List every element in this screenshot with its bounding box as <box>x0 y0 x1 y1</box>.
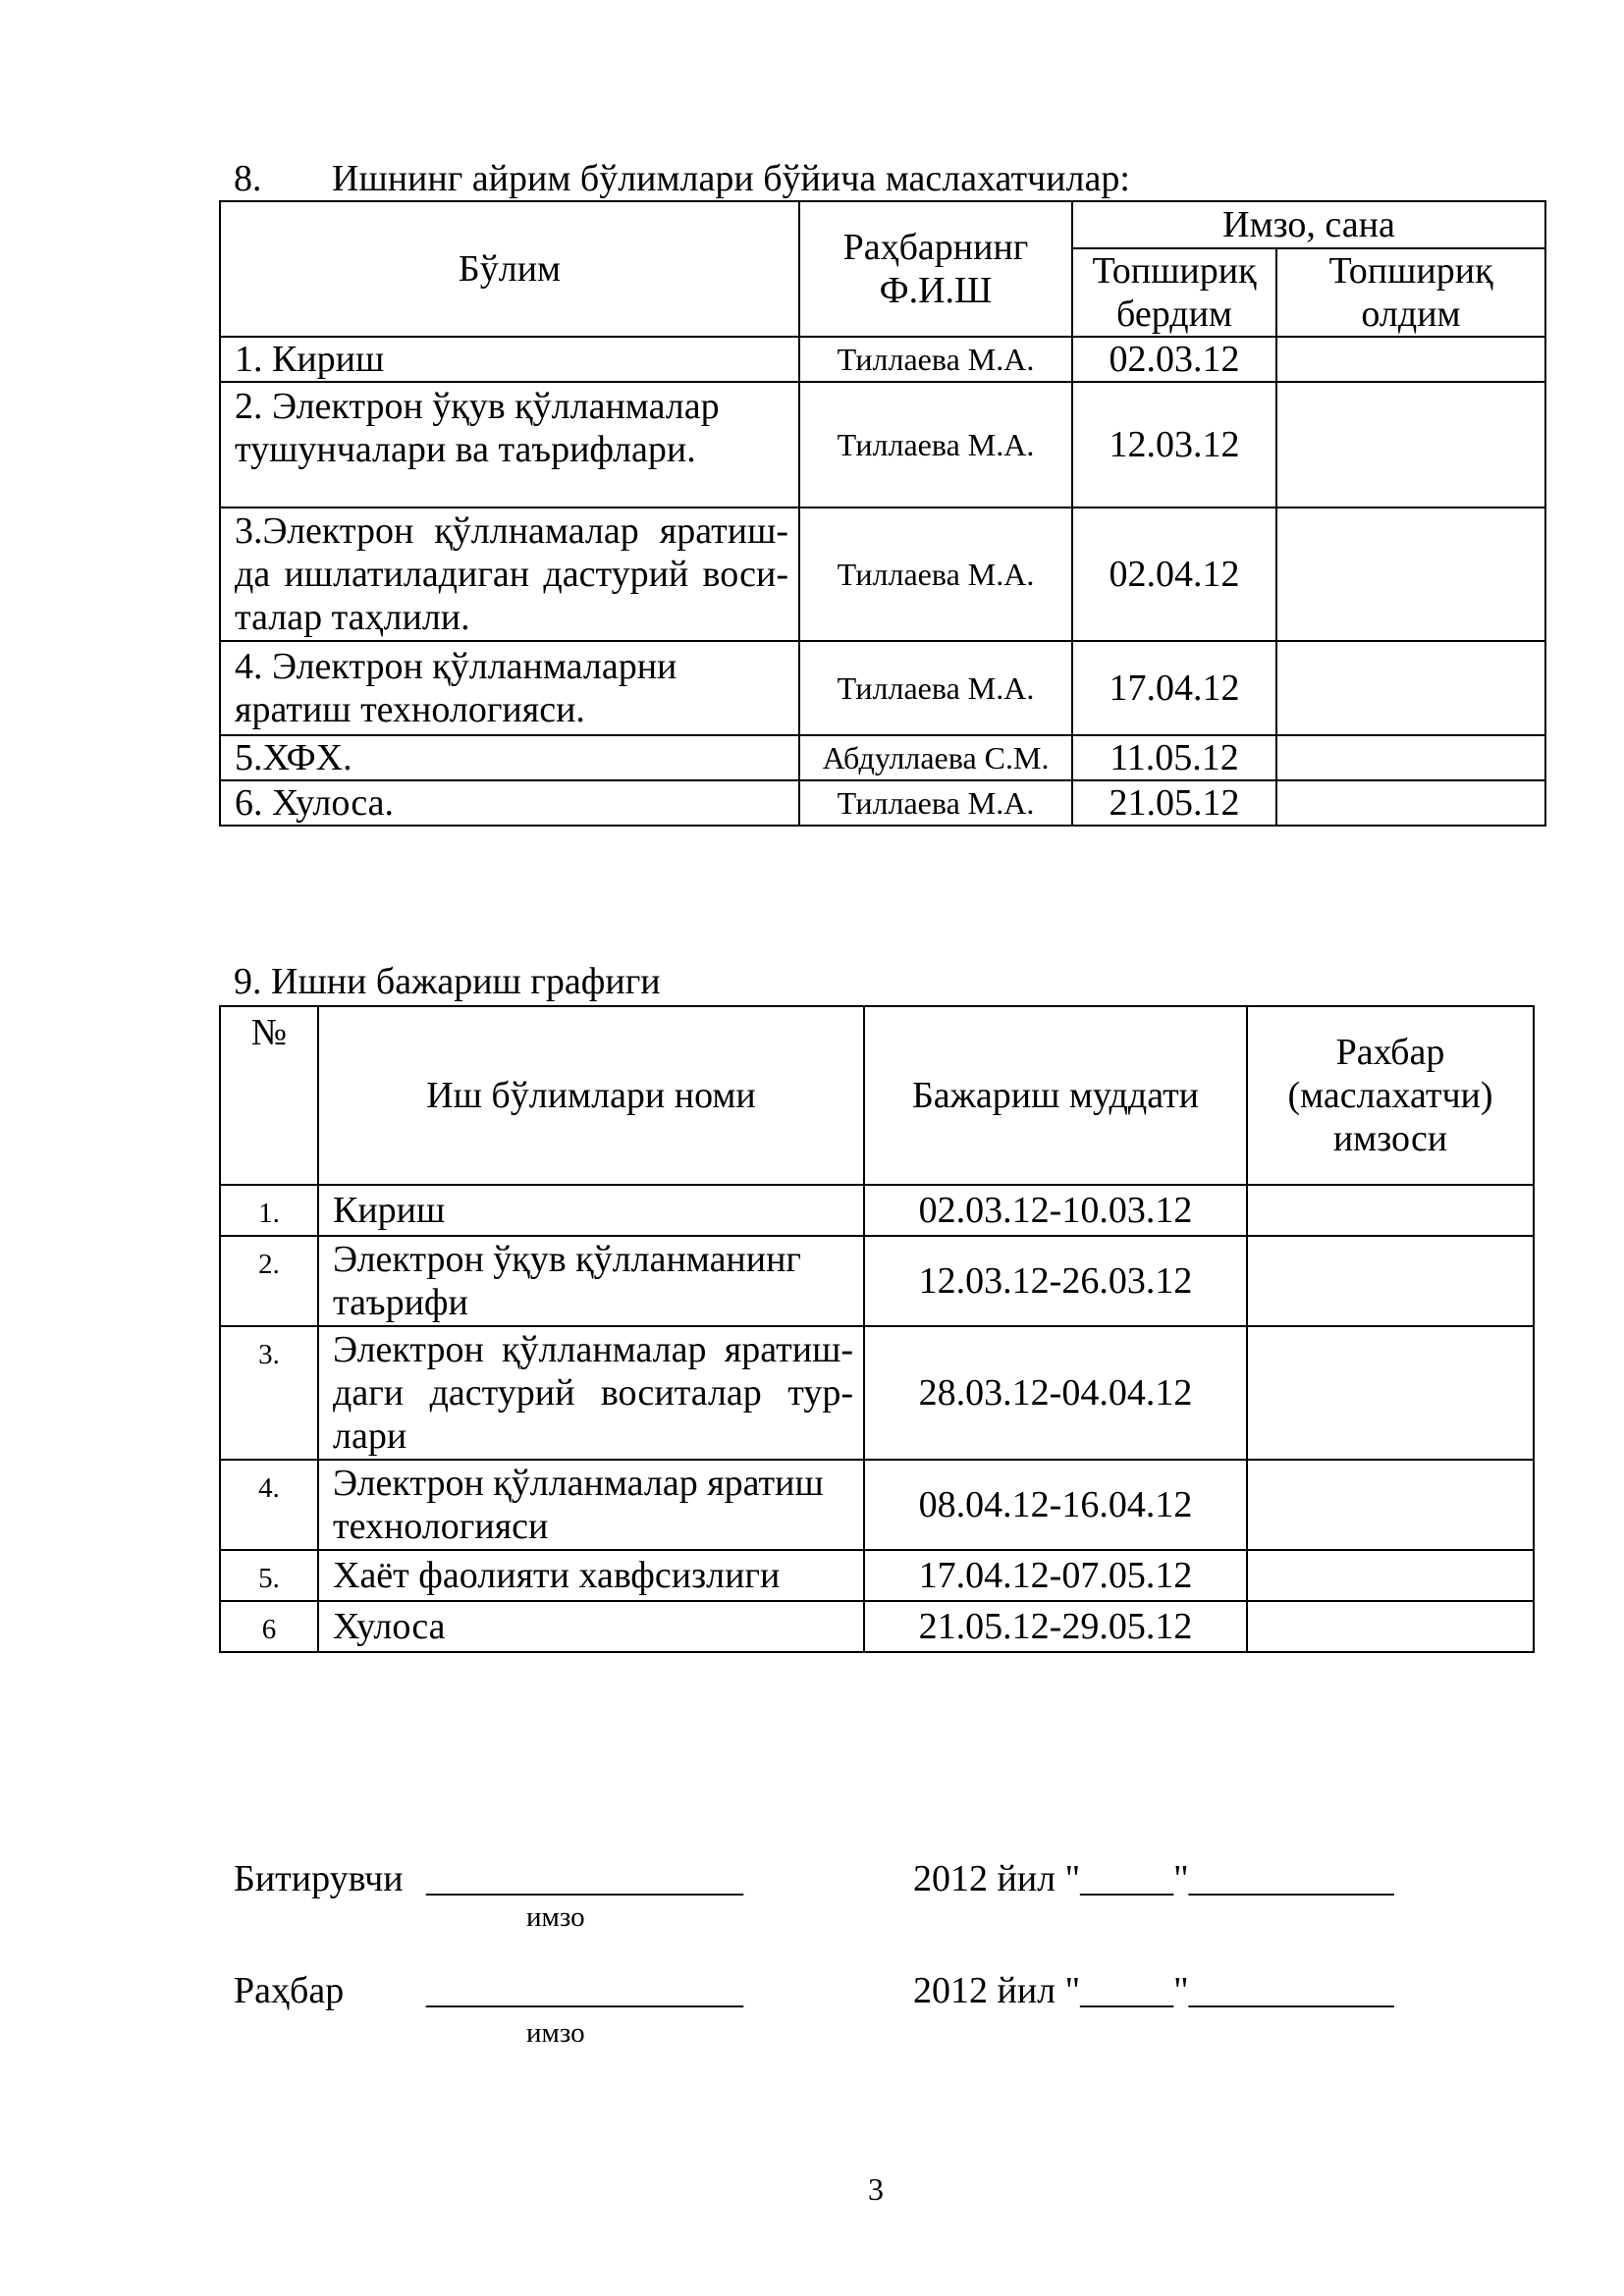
row-name: Электрон қўлланмалар яратиш технологияси <box>318 1460 864 1550</box>
row-leader: Абдуллаева С.М. <box>799 735 1072 780</box>
row-received <box>1276 641 1545 735</box>
row-section: 5.ХФХ. <box>220 735 799 780</box>
advisors-header-row-1 <box>220 201 1545 248</box>
row-num: 3. <box>220 1326 318 1460</box>
row-name: Хаёт фаолияти хавфсизлиги <box>318 1550 864 1601</box>
row-received <box>1276 735 1545 780</box>
row-received <box>1276 507 1545 641</box>
advisors-table <box>219 200 1546 827</box>
header-name: Иш бўлимлари номи <box>318 1006 864 1185</box>
section8-number: 8. <box>234 158 262 199</box>
supervisor-signature-caption: имзо <box>526 2017 585 2049</box>
schedule-header-row <box>220 1006 1534 1185</box>
graduate-signature-line: _________________ <box>426 1858 743 1899</box>
section9-title: 9. Ишни бажариш графиги <box>234 961 661 1002</box>
row-given: 17.04.12 <box>1072 641 1276 735</box>
row-section: 4. Электрон қўлланмаларни яратиш технологияси. <box>220 641 799 735</box>
row-leader: Тиллаева М.А. <box>799 507 1072 641</box>
table-row <box>220 1550 1534 1601</box>
row-signature <box>1247 1326 1534 1460</box>
row-signature <box>1247 1550 1534 1601</box>
table-row <box>220 735 1545 780</box>
row-num: 4. <box>220 1460 318 1550</box>
table-row <box>220 337 1545 382</box>
table-row <box>220 641 1545 735</box>
row-deadline: 21.05.12-29.05.12 <box>864 1601 1247 1652</box>
row-section: 6. Хулоса. <box>220 780 799 826</box>
table-row <box>220 1236 1534 1326</box>
row-given: 12.03.12 <box>1072 382 1276 507</box>
row-deadline: 12.03.12-26.03.12 <box>864 1236 1247 1326</box>
row-leader: Тиллаева М.А. <box>799 337 1072 382</box>
row-given: 21.05.12 <box>1072 780 1276 826</box>
row-received <box>1276 780 1545 826</box>
header-received: Топшириқ олдим <box>1276 248 1545 337</box>
table-row <box>220 780 1545 826</box>
row-name: Электрон ўқув қўлланманинг таърифи <box>318 1236 864 1326</box>
row-name: Кириш <box>318 1185 864 1236</box>
row-signature <box>1247 1236 1534 1326</box>
header-given: Топшириқ бердим <box>1072 248 1276 337</box>
row-given: 02.04.12 <box>1072 507 1276 641</box>
header-leader: Раҳбарнинг Ф.И.Ш <box>799 201 1072 337</box>
row-deadline: 28.03.12-04.04.12 <box>864 1326 1247 1460</box>
header-signature: Рахбар (маслахатчи) имзоси <box>1247 1006 1534 1185</box>
row-section: 1. Кириш <box>220 337 799 382</box>
header-deadline: Бажариш муддати <box>864 1006 1247 1185</box>
table-row <box>220 1460 1534 1550</box>
row-num: 2. <box>220 1236 318 1326</box>
row-deadline: 08.04.12-16.04.12 <box>864 1460 1247 1550</box>
row-leader: Тиллаева М.А. <box>799 641 1072 735</box>
row-name: Хулоса <box>318 1601 864 1652</box>
graduate-signature-caption: имзо <box>526 1901 585 1933</box>
row-leader: Тиллаева М.А. <box>799 382 1072 507</box>
row-leader: Тиллаева М.А. <box>799 780 1072 826</box>
row-section: 3.Электрон қўллнамалар яратиш-да ишлатиладиган дастурий воси-талар таҳлили. <box>220 507 799 641</box>
row-section: 2. Электрон ўқув қўлланмалар тушунчалари ва таърифлари. <box>220 382 799 507</box>
row-given: 11.05.12 <box>1072 735 1276 780</box>
supervisor-date: 2012 йил "_____"___________ <box>913 1970 1394 2011</box>
row-deadline: 02.03.12-10.03.12 <box>864 1185 1247 1236</box>
row-signature <box>1247 1185 1534 1236</box>
table-row <box>220 507 1545 641</box>
section8-title: Ишнинг айрим бўлимлари бўйича маслахатчилар: <box>332 158 1130 199</box>
header-section: Бўлим <box>220 201 799 337</box>
table-row <box>220 1326 1534 1460</box>
row-name: Электрон қўлланмалар яратиш-даги дастурий воситалар тур-лари <box>318 1326 864 1460</box>
graduate-label: Битирувчи <box>234 1858 404 1899</box>
row-num: 6 <box>220 1601 318 1652</box>
header-num: № <box>220 1006 318 1185</box>
row-num: 5. <box>220 1550 318 1601</box>
row-num: 1. <box>220 1185 318 1236</box>
row-signature <box>1247 1601 1534 1652</box>
row-received <box>1276 337 1545 382</box>
header-sign-date: Имзо, сана <box>1072 201 1545 248</box>
row-given: 02.03.12 <box>1072 337 1276 382</box>
page-number: 3 <box>868 2171 884 2207</box>
row-signature <box>1247 1460 1534 1550</box>
supervisor-label: Раҳбар <box>234 1970 345 2011</box>
row-deadline: 17.04.12-07.05.12 <box>864 1550 1247 1601</box>
schedule-table <box>219 1005 1535 1653</box>
table-row <box>220 1601 1534 1652</box>
graduate-date: 2012 йил "_____"___________ <box>913 1858 1394 1899</box>
supervisor-signature-line: _________________ <box>426 1970 743 2011</box>
table-row <box>220 382 1545 507</box>
table-row <box>220 1185 1534 1236</box>
row-received <box>1276 382 1545 507</box>
